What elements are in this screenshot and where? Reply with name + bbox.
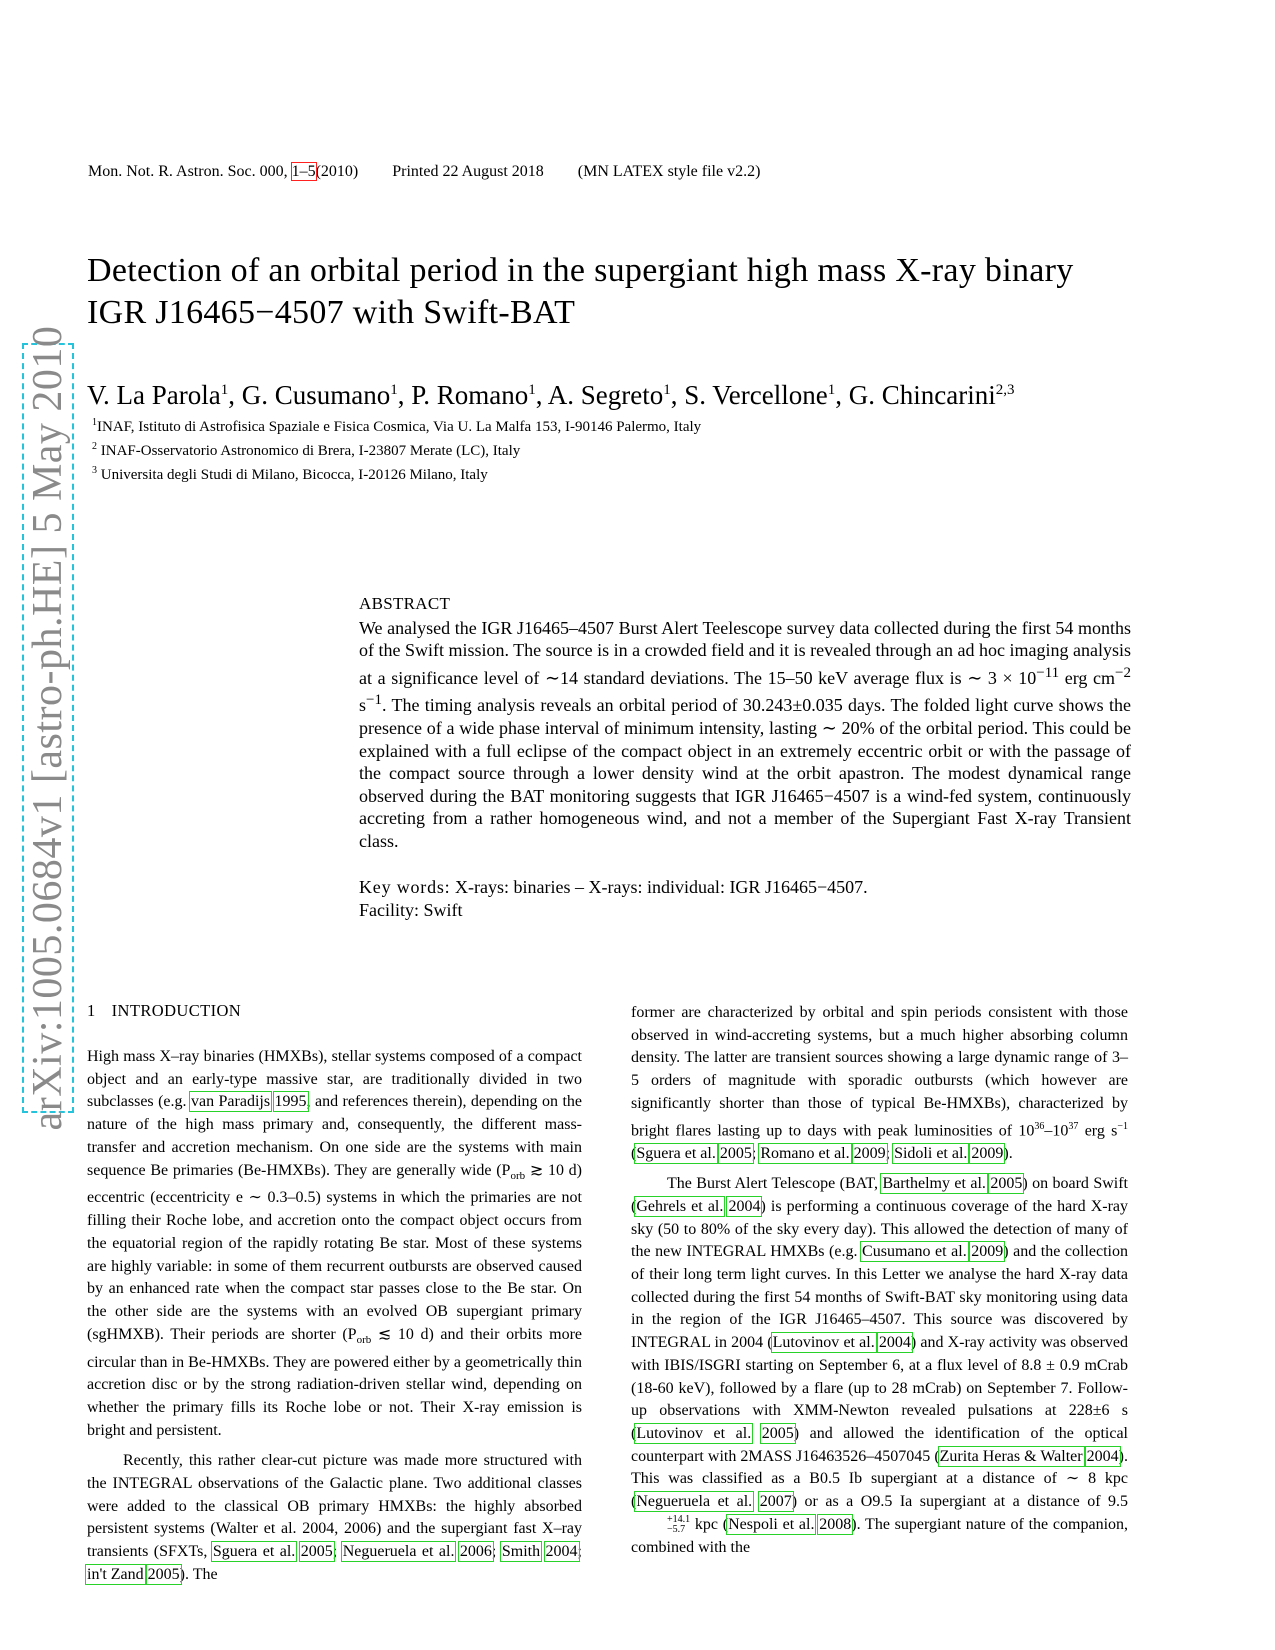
citation-year-link[interactable]: 2004: [545, 1543, 578, 1561]
affiliation-item: [92, 413, 701, 437]
paragraph: Recently, this rather clear-cut picture was made more structured with the INTEGRAL observations of the Galactic plane. Two additional classes were added to the classical OB primary HMXBs: the highly absorbed persistent systems (Walter et al. 2004, 2006) and the supergiant fast X–ray transients (SFXTs, Sguera et al. 2005; Negueruela et al. 2006; Smith 2004; in't Zand 2005). The: [87, 1452, 582, 1583]
author: G. Chincarini: [848, 380, 996, 410]
citation-link[interactable]: Sguera et al.: [636, 1144, 716, 1162]
citation-year-link[interactable]: 2004: [728, 1197, 761, 1215]
keywords-text: X-rays: binaries – X-rays: individual: IGR J16465−4507.: [450, 877, 868, 897]
abstract-block: [359, 593, 1131, 853]
citation-link[interactable]: Cusumano et al.: [862, 1243, 967, 1261]
affiliation-number: 1: [92, 417, 97, 428]
author-affiliation-mark: 1: [220, 382, 229, 398]
section-number: 1: [87, 1001, 96, 1020]
author: G. Cusumano: [241, 380, 391, 410]
running-header: [88, 163, 760, 181]
journal-citation: Mon. Not. R. Astron. Soc. 000,: [88, 163, 292, 180]
style-file-note: (MN LATEX style file v2.2): [577, 163, 761, 180]
author-affiliation-mark: 1: [663, 382, 671, 398]
left-column: [87, 1046, 582, 1587]
author-list: V. La Parola$^1$, G. Cusumano$^1$, P. Romano$^1$, A. Segreto$^1$, S. Vercellone$^1$, G. Chincarini$^{2,3}$: [87, 380, 1015, 410]
author: V. La Parola: [87, 380, 221, 410]
citation-year-link[interactable]: 2006: [459, 1543, 492, 1561]
citation-year-link[interactable]: 2009: [853, 1144, 886, 1162]
affiliation-item: [92, 461, 701, 485]
citation-link[interactable]: Negueruela et al.: [342, 1543, 455, 1561]
citation-year-link[interactable]: 2009: [971, 1243, 1004, 1261]
section-heading-introduction: [87, 1001, 241, 1021]
citation-link[interactable]: Sguera et al.: [212, 1543, 296, 1561]
citation-link[interactable]: Gehrels et al.: [636, 1197, 724, 1215]
affiliation-text: Universita degli Studi di Milano, Bicocca, I-20126 Milano, Italy: [97, 467, 488, 483]
citation-link[interactable]: Zurita Heras & Walter: [939, 1447, 1083, 1465]
author: P. Romano: [411, 380, 529, 410]
citation-link[interactable]: Negueruela et al.: [636, 1493, 753, 1511]
keywords-label: Key words:: [359, 877, 451, 897]
author-affiliation-mark: 1: [528, 382, 536, 398]
printed-date: Printed 22 August 2018: [392, 163, 544, 180]
citation-link[interactable]: Barthelmy et al.: [882, 1175, 986, 1193]
citation-year-link[interactable]: 2007: [759, 1493, 792, 1511]
paragraph: High mass X–ray binaries (HMXBs), stellar systems composed of a compact object and an early-type massive star, are traditionally divided in two subclasses (e.g. van Paradijs 1995, and references therein), depending on the nature of the high mass primary and, consequently, the different mass-transfer and accretion mechanism. On one side are the systems with main sequence Be primaries (Be-HMXBs). They are generally wide ($P_{orb}$ ≳ 10 d) eccentric (eccentricity e ∼ 0.3–0.5) systems in which the primaries are not filling their Roche lobe, and accretion onto the compact object occurs from the equatorial region of the rapidly rotating Be star. Most of these systems are highly variable: in some of them recurrent outbursts are observed caused by an enhanced rate when the compact star passes close to the Be star. On the other side are the systems with an evolved OB supergiant primary (sgHMXB). Their periods are shorter ($P_{orb}$ ≲ 10 d) and their orbits more circular than in Be-HMXBs. They are powered either by a geometrically thin accretion disc or by the strong radiation-driven stellar wind, depending on whether the primary fills its Roche lobe or not. Their X-ray emission is bright and persistent.: [87, 1048, 583, 1439]
citation-link[interactable]: Lutovinov et al.: [772, 1334, 875, 1352]
keywords-block: [359, 876, 1131, 922]
affiliation-number: 3: [92, 465, 97, 476]
citation-link[interactable]: Romano et al.: [760, 1144, 850, 1162]
citation-year-link[interactable]: 2005: [147, 1565, 180, 1583]
citation-year-link[interactable]: 2005: [761, 1424, 794, 1442]
arxiv-identifier-stamp: [22, 325, 74, 1131]
citation-year-link[interactable]: 2009: [971, 1144, 1004, 1162]
author-affiliation-mark: 2,3: [995, 382, 1015, 398]
paragraph: The Burst Alert Telescope (BAT, Barthelmy et al. 2005) on board Swift (Gehrels et al. 2004) is performing a continuous coverage of the hard X-ray sky (50 to 80% of the sky every day). This allowed the detection of many of the new INTEGRAL HMXBs (e.g. Cusumano et al. 2009) and the collection of their long term light curves. In this Letter we analyse the hard X-ray data collected during the first 54 months of Swift-BAT sky monitoring using data in the region of the IGR J16465–4507. This source was discovered by INTEGRAL in 2004 (Lutovinov et al. 2004) and X-ray activity was observed with IBIS/ISGRI starting on September 6, at a flux level of 8.8 ± 0.9 mCrab (18-60 keV), followed by a flare (up to 28 mCrab) on September 7. Follow-up observations with XMM-Newton revealed pulsations at 228±6 s (Lutovinov et al. 2005) and allowed the identification of the optical counterpart with 2MASS J16463526–4507045 (Zurita Heras & Walter 2004). This was classified as a B0.5 Ib supergiant at a distance of ∼ 8 kpc (Negueruela et al. 2007) or as a O9.5 Ia supergiant at a distance of 9.5 +14.1 −5.7 kpc (Nespoli et al. 2008). The supergiant nature of the companion, combined with the: [631, 1175, 1129, 1556]
citation-link[interactable]: in't Zand: [87, 1565, 144, 1583]
keywords-line: [359, 876, 1131, 899]
section-title: INTRODUCTION: [111, 1001, 242, 1020]
author: S. Vercellone: [684, 380, 828, 410]
affiliation-number: 2: [92, 441, 97, 452]
citation-link[interactable]: Lutovinov et al.: [636, 1424, 752, 1442]
citation-link[interactable]: Smith: [501, 1543, 541, 1561]
citation-year-link[interactable]: 2005: [300, 1543, 333, 1561]
citation-link[interactable]: van Paradijs: [190, 1093, 271, 1111]
facility-line: Facility: Swift: [359, 900, 463, 920]
author: A. Segreto: [547, 380, 664, 410]
affiliation-text: INAF, Istituto di Astrofisica Spaziale e Fisica Cosmica, Via U. La Malfa 153, I-90146 Palermo, Italy: [97, 419, 702, 435]
abstract-heading: ABSTRACT: [359, 594, 451, 613]
abstract-text: We analysed the IGR J16465–4507 Burst Alert Teelescope survey data collected during the first 54 months of the Swift mission. The source is in a crowded field and it is revealed through an ad hoc imaging analysis at a significance level of ∼14 standard deviations. The 15–50 keV average flux is ∼ $3 \times 10^{-11}$ erg $cm^{-2}$ $s^{-1}$. The timing analysis reveals an orbital period of 30.243±0.035 days. The folded light curve shows the presence of a wide phase interval of minimum intensity, lasting ∼ 20% of the orbital period. This could be explained with a full eclipse of the compact object in an extremely eccentric orbit or with the passage of the compact source through a lower density wind at the orbit apastron. The modest dynamical range observed during the BAT monitoring suggests that IGR J16465−4507 is a wind-fed system, continuously accreting from a rather homogeneous wind, and not a member of the Supergiant Fast X-ray Transient class.: [359, 617, 1131, 851]
arxiv-id-text: arXiv:1005.0684v1 [astro-ph.HE] 5 May 2010: [25, 325, 71, 1131]
citation-link[interactable]: Nespoli et al.: [728, 1515, 815, 1533]
citation-link[interactable]: Sidoli et al.: [894, 1144, 968, 1162]
affiliation-text: INAF-Osservatorio Astronomico di Brera, I-23807 Merate (LC), Italy: [97, 443, 521, 459]
citation-year-link[interactable]: 1995: [274, 1093, 307, 1111]
paragraph: former are characterized by orbital and spin periods consistent with those observed in wind-accreting systems, but a much higher absorbing column density. The latter are transient sources showing a large dynamic range of 3–5 orders of magnitude with sporadic outbursts (which however are significantly shorter than those of typical Be-HMXBs), characterized by bright flares lasting up to days with peak luminosities of $10^{36}-10^{37}$ erg $s^{-1}$ (Sguera et al. 2005; Romano et al. 2009; Sidoli et al. 2009).: [631, 1004, 1128, 1162]
author-affiliation-mark: 1: [390, 382, 398, 398]
author-affiliation-mark: 1: [827, 382, 836, 398]
citation-year-link[interactable]: 2005: [719, 1144, 752, 1162]
right-column: [631, 1002, 1128, 1559]
citation-year-link[interactable]: 2004: [1086, 1447, 1119, 1465]
affiliation-item: [92, 437, 701, 461]
journal-year: (2010): [315, 163, 359, 180]
citation-year-link[interactable]: 2004: [878, 1334, 911, 1352]
citation-year-link[interactable]: 2008: [819, 1515, 852, 1533]
citation-year-link[interactable]: 2005: [990, 1175, 1023, 1193]
affiliation-list: [92, 413, 701, 485]
page-range-link[interactable]: 1–5: [291, 163, 316, 180]
paper-title: Detection of an orbital period in the supergiant high mass X-ray binary IGR J16465−4507 with Swift-BAT: [87, 252, 1074, 331]
